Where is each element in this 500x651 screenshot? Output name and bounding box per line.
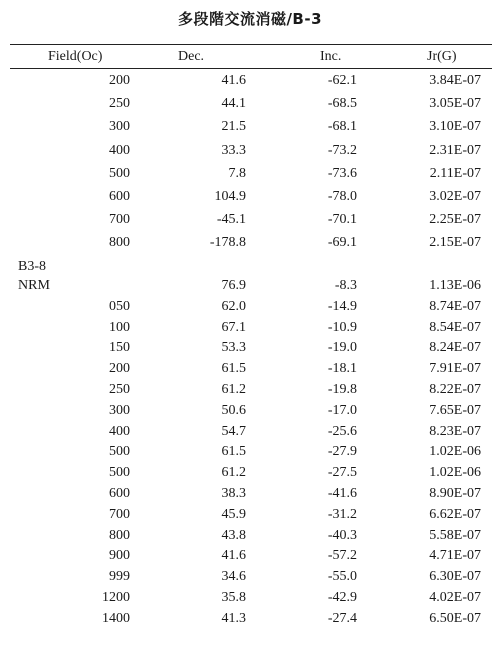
cell-inc: -70.1: [327, 212, 357, 227]
cell-inc: -8.3: [334, 278, 357, 293]
cell-field: 400: [109, 424, 130, 439]
cell-dec: 50.6: [221, 403, 246, 418]
table-row: [0, 441, 500, 463]
cell-jr: 7.91E-07: [429, 361, 481, 376]
cell-inc: -27.9: [327, 444, 357, 459]
cell-jr: 4.71E-07: [429, 548, 481, 563]
table-row: [0, 317, 500, 339]
cell-inc: -40.3: [327, 528, 357, 543]
cell-dec: 62.0: [221, 299, 246, 314]
cell-field: 500: [109, 444, 130, 459]
cell-inc: -31.2: [327, 507, 357, 522]
table-row: [0, 462, 500, 484]
cell-inc: -73.6: [327, 166, 357, 181]
cell-jr: 2.15E-07: [429, 235, 481, 250]
cell-jr: 6.62E-07: [429, 507, 481, 522]
cell-inc: -42.9: [327, 590, 357, 605]
cell-dec: 76.9: [221, 278, 246, 293]
cell-jr: 8.23E-07: [429, 424, 481, 439]
cell-field: 700: [109, 507, 130, 522]
cell-field: 600: [109, 189, 130, 204]
cell-dec: 67.1: [221, 320, 246, 335]
cell-jr: 6.30E-07: [429, 569, 481, 584]
cell-jr: 4.02E-07: [429, 590, 481, 605]
table-row: [0, 421, 500, 443]
cell-jr: 3.02E-07: [429, 189, 481, 204]
cell-dec: 53.3: [221, 340, 246, 355]
cell-dec: 61.2: [221, 382, 246, 397]
cell-dec: -178.8: [209, 235, 246, 250]
cell-jr: 1.13E-06: [429, 278, 481, 293]
table-row: [0, 93, 500, 115]
table-row: [0, 608, 500, 630]
cell-field: 200: [109, 73, 130, 88]
cell-inc: -27.4: [327, 611, 357, 626]
cell-jr: 3.84E-07: [429, 73, 481, 88]
cell-field: 250: [109, 382, 130, 397]
cell-field: 300: [109, 403, 130, 418]
table-row: [0, 400, 500, 422]
cell-inc: -27.5: [327, 465, 357, 480]
header-jr: Jr(G): [427, 49, 457, 64]
cell-inc: -25.6: [327, 424, 357, 439]
cell-dec: 35.8: [221, 590, 246, 605]
cell-dec: 61.2: [221, 465, 246, 480]
cell-jr: 3.05E-07: [429, 96, 481, 111]
cell-inc: -57.2: [327, 548, 357, 563]
header-rule: [10, 68, 492, 69]
cell-jr: 1.02E-06: [429, 465, 481, 480]
cell-field: 400: [109, 143, 130, 158]
table-row: [0, 209, 500, 231]
cell-dec: 34.6: [221, 569, 246, 584]
table-row: [0, 116, 500, 138]
cell-jr: 8.90E-07: [429, 486, 481, 501]
cell-dec: 41.3: [221, 611, 246, 626]
header-dec: Dec.: [178, 49, 205, 64]
cell-dec: 41.6: [221, 73, 246, 88]
cell-field: 050: [109, 299, 130, 314]
cell-jr: 7.65E-07: [429, 403, 481, 418]
cell-dec: 44.1: [221, 96, 246, 111]
cell-inc: -19.8: [327, 382, 357, 397]
cell-inc: -10.9: [327, 320, 357, 335]
cell-field: 600: [109, 486, 130, 501]
cell-field: 900: [109, 548, 130, 563]
cell-dec: 41.6: [221, 548, 246, 563]
table-row: [0, 566, 500, 588]
cell-field: 500: [109, 465, 130, 480]
cell-jr: 8.22E-07: [429, 382, 481, 397]
table-row: [0, 337, 500, 359]
header-field: Field(Oc): [48, 49, 103, 64]
cell-jr: 1.02E-06: [429, 444, 481, 459]
cell-dec: 45.9: [221, 507, 246, 522]
cell-field: 800: [109, 235, 130, 250]
table-row: [0, 358, 500, 380]
table-row: [0, 379, 500, 401]
cell-inc: -68.1: [327, 119, 357, 134]
cell-jr: 3.10E-07: [429, 119, 481, 134]
cell-field: 150: [109, 340, 130, 355]
table-row: [0, 186, 500, 208]
cell-field: 300: [109, 119, 130, 134]
cell-dec: 7.8: [228, 166, 246, 181]
cell-inc: -41.6: [327, 486, 357, 501]
top-rule: [10, 44, 492, 45]
cell-field: 500: [109, 166, 130, 181]
cell-dec: 104.9: [214, 189, 246, 204]
cell-inc: -68.5: [327, 96, 357, 111]
cell-jr: 2.11E-07: [429, 166, 481, 181]
cell-inc: -17.0: [327, 403, 357, 418]
cell-jr: 2.31E-07: [429, 143, 481, 158]
cell-inc: -62.1: [327, 73, 357, 88]
cell-dec: 54.7: [221, 424, 246, 439]
table-row: [0, 545, 500, 567]
table-row: [0, 483, 500, 505]
table-row: [0, 275, 500, 297]
table-row: [0, 504, 500, 526]
cell-jr: 8.74E-07: [429, 299, 481, 314]
cell-field: 1200: [102, 590, 130, 605]
cell-field: 100: [109, 320, 130, 335]
header-inc: Inc.: [320, 49, 342, 64]
table-title: 多段階交流消磁/B-3: [177, 10, 323, 28]
cell-jr: 2.25E-07: [429, 212, 481, 227]
table-row: [0, 587, 500, 609]
cell-inc: -55.0: [327, 569, 357, 584]
cell-dec: -45.1: [216, 212, 246, 227]
table-row: [0, 70, 500, 92]
sample-label: B3-8: [18, 259, 46, 274]
cell-inc: -18.1: [327, 361, 357, 376]
cell-jr: 8.24E-07: [429, 340, 481, 355]
cell-dec: 43.8: [221, 528, 246, 543]
cell-jr: 6.50E-07: [429, 611, 481, 626]
cell-label: NRM: [18, 278, 50, 293]
cell-field: 999: [109, 569, 130, 584]
cell-inc: -78.0: [327, 189, 357, 204]
cell-jr: 8.54E-07: [429, 320, 481, 335]
cell-inc: -73.2: [327, 143, 357, 158]
cell-dec: 38.3: [221, 486, 246, 501]
table-row: [0, 163, 500, 185]
table-row: [0, 232, 500, 254]
cell-jr: 5.58E-07: [429, 528, 481, 543]
cell-dec: 61.5: [221, 444, 246, 459]
cell-field: 800: [109, 528, 130, 543]
cell-dec: 21.5: [221, 119, 246, 134]
table-row: [0, 525, 500, 547]
cell-field: 250: [109, 96, 130, 111]
cell-inc: -19.0: [327, 340, 357, 355]
cell-field: 200: [109, 361, 130, 376]
cell-dec: 61.5: [221, 361, 246, 376]
table-row: [0, 296, 500, 318]
table-header: [0, 46, 500, 68]
cell-inc: -14.9: [327, 299, 357, 314]
cell-inc: -69.1: [327, 235, 357, 250]
cell-dec: 33.3: [221, 143, 246, 158]
cell-field: 700: [109, 212, 130, 227]
table-row: [0, 140, 500, 162]
cell-field: 1400: [102, 611, 130, 626]
